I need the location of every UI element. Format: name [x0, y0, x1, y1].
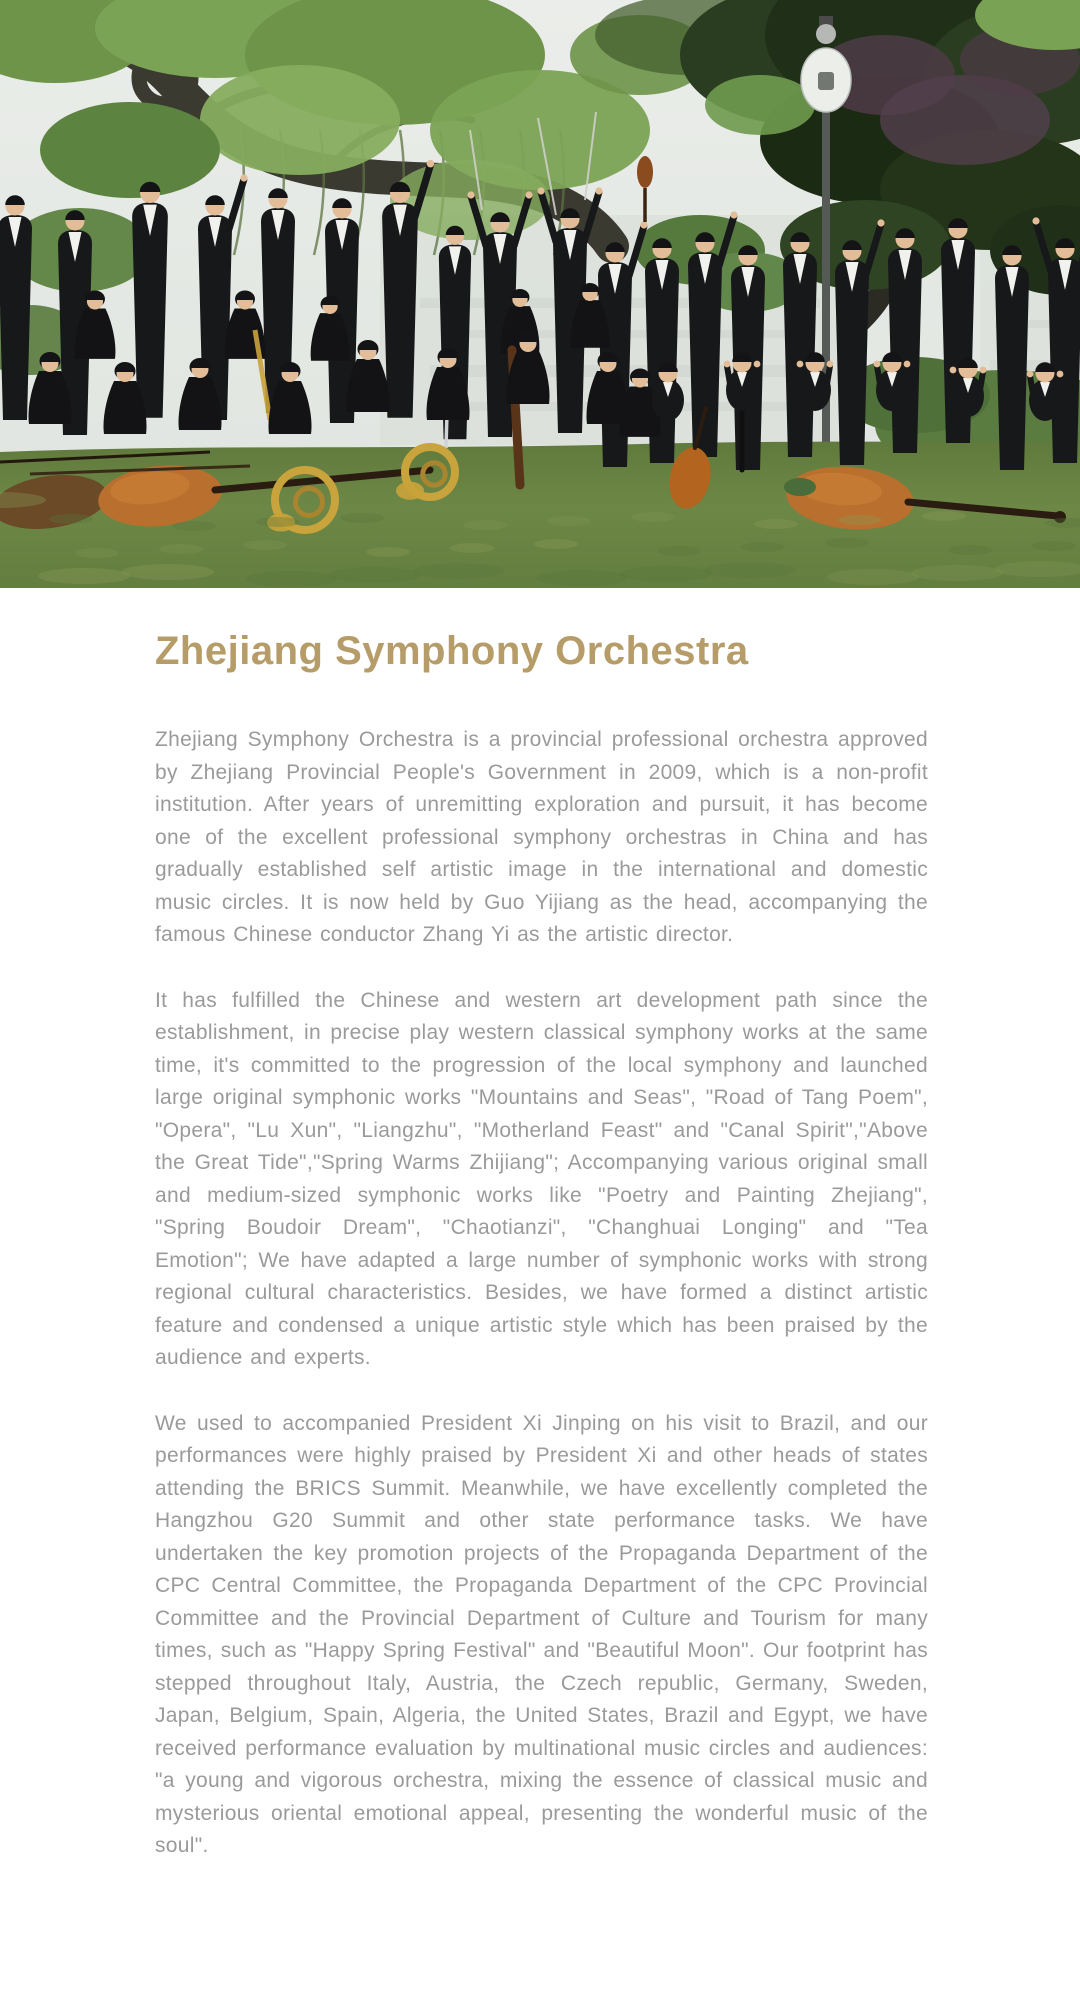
paragraph-intro: Zhejiang Symphony Orchestra is a provincial professional orchestra approved by Zhejiang Provincial People's Government in 2009, which is a non-profit institution. After years of unremitting exploration and pursuit, it has become one of the excellent professional symphony orchestras in China and has gradually established self artistic image in the international and domestic music circles. It is now held by Guo Yijiang as the head, accompanying the famous Chinese conductor Zhang Yi as the artistic director. [155, 728, 928, 946]
orchestra-photo-illustration [0, 0, 1080, 588]
orchestra-photo [0, 0, 1080, 588]
paragraph-achievements: We used to accompanied President Xi Jinping on his visit to Brazil, and our performances were highly praised by President Xi and other heads of states attending the BRICS Summit. Meanwhile, we have excellently completed the Hangzhou G20 Summit and other state performance tasks. We have undertaken the key promotion projects of the Propaganda Department of the CPC Central Committee, the Propaganda Department of the CPC Provincial Committee and the Provincial Department of Culture and Tourism for many times, such as "Happy Spring Festival" and "Beautiful Moon". Our footprint has stepped throughout Italy, Austria, the Czech republic, Germany, Sweden, Japan, Belgium, Spain, Algeria, the United States, Brazil and Egypt, we have received performance evaluation by multinational music circles and audiences: "a young and vigorous orchestra, mixing the essence of classical music and mysterious oriental emotional appeal, presenting the wonderful music of the soul". [155, 1411, 928, 1857]
page-title: Zhejiang Symphony Orchestra [155, 629, 749, 673]
paragraph-works: It has fulfilled the Chinese and western art development path since the establishment, in precise play western classical symphony works at the same time, it's committed to the progression of the local symphony and launched large original symphonic works "Mountains and Seas", "Road of Tang Poem", "Opera", "Lu Xun", "Liangzhu", "Motherland Feast" and "Canal Spirit","Above the Great Tide","Spring Warms Zhijiang"; Accompanying various original small and medium-sized symphonic works like "Poetry and Painting Zhejiang", "Spring Boudoir Dream", "Chaotianzi", "Changhuai Longing" and "Tea Emotion"; We have adapted a large number of symphonic works with strong regional cultural characteristics. Besides, we have formed a distinct artistic feature and condensed a unique artistic style which has been praised by the audience and experts. [155, 988, 928, 1369]
article-body [0, 628, 1080, 1863]
